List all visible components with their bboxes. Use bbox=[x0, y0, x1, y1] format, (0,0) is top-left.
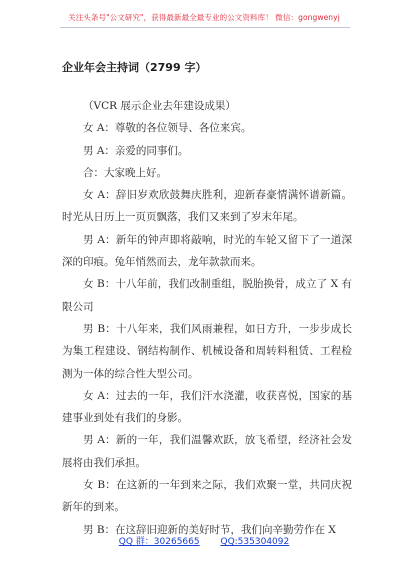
footer bbox=[0, 534, 408, 547]
document-title: 企业年会主持词（2799 字） bbox=[62, 61, 207, 74]
paragraph: 女 B：十八年前，我们改制重组，脱胎换骨，成立了 X 有限公司 bbox=[62, 278, 352, 313]
paragraph: 男 A：新年的钟声即将敲响，时光的车轮又留下了一道深深的印痕。兔年悄然而去，龙年款款而来。 bbox=[62, 233, 352, 269]
footer-qq-group-link[interactable]: QQ 群：30265665 bbox=[118, 537, 200, 547]
paragraph: 男 B：十八年来，我们风雨兼程，如日方升，一步步成长为集工程建设、钢结构制作、机械设备和周转料租赁、工程检测为一体的综合性大型公司。 bbox=[62, 322, 352, 380]
paragraph: 男 A：亲爱的同事们。 bbox=[83, 144, 189, 157]
paragraph: 女 A：辞旧岁欢欣鼓舞庆胜利，迎新春豪情满怀谱新篇。时光从日历上一页页飘落，我们又来到了岁末年尾。 bbox=[62, 189, 352, 224]
header-divider bbox=[60, 27, 350, 28]
paragraph: 女 B：在这新的一年到来之际，我们欢聚一堂，共同庆祝新年的到来。 bbox=[62, 479, 352, 514]
paragraph: 合：大家晚上好。 bbox=[83, 166, 167, 179]
header-banner bbox=[0, 12, 408, 23]
paragraph: （VCR 展示企业去年建设成果） bbox=[83, 100, 236, 112]
paragraph: 男 A：新的一年，我们温馨欢跃，放飞希望，经济社会发展将由我们承担。 bbox=[62, 434, 352, 469]
paragraph: 男 B：在这辞旧迎新的美好时节，我们向辛勤劳作在 X bbox=[83, 523, 336, 536]
paragraph: 女 A：过去的一年，我们汗水浇灌，收获喜悦，国家的基建事业到处有我们的身影。 bbox=[62, 389, 352, 425]
header-banner-text: 关注头条号"公文研究"，获得最新最全最专业的公文资料库！ 微信：gongwenyj bbox=[68, 13, 340, 22]
footer-qq-contact-link[interactable]: QQ:535304092 bbox=[220, 537, 290, 547]
document-body bbox=[62, 95, 352, 541]
paragraph: 女 A：尊敬的各位领导、各位来宾。 bbox=[83, 122, 252, 135]
